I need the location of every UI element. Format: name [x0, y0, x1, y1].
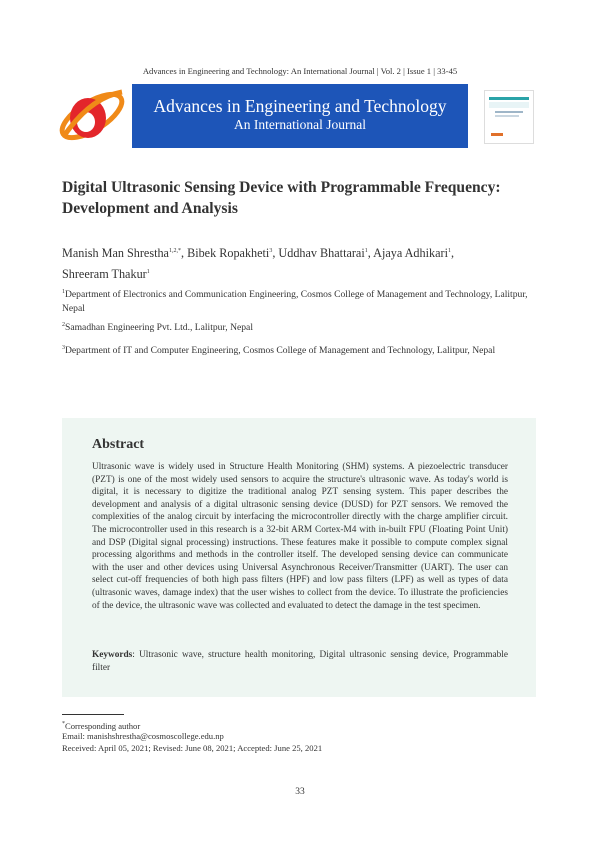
keywords-text: : Ultrasonic wave, structure health monitoring, Digital ultrasonic sensing device, Programmable filter	[92, 650, 508, 673]
footnote-divider	[62, 714, 124, 715]
affiliation: $^3$Department of IT and Computer Engineering, Cosmos College of Management and Technology, Lalitpur, Nepal	[62, 345, 496, 357]
journal-cover-thumbnail-icon	[484, 90, 534, 144]
author-name: Manish Man Shrestha	[62, 246, 169, 261]
corresponding-author-note: *Corresponding author	[62, 720, 141, 731]
abstract-text: Ultrasonic wave is widely used in Structure Health Monitoring (SHM) systems. A piezoelectric transducer (PZT) is one of the most widely used sensors to acquire the structure's ultrasonic wave. As today's world is digital, it is necessary to digitize the traditional analog PZT sensing system. This paper describes the development and analysis of a digital ultrasonic sensing device (DUSD) for PZT sensors. We removed the complexities of the analog circuit by interfacing the microcontroller directly with the charge amplifier circuit. The microcontroller used in this research is a 32-bit ARM Cortex-M4 with in-built FPU (Floating Point Unit) and DSP (Digital signal processing) instructions. These features make it possible to compute complex signal processing algorithms and methods in the controller itself. The developed sensing device can communicate with the user and other devices using Universal Asynchronous Receiver/Transmitter (UART). The user can select cut-off frequencies of both high pass filters (HPF) and low pass filters (LPF) as well as types of data (ultrasonic waves, damage index) that the user wishes to collect from the device. To illustrate the proficiencies of the device, the ultrasonic wave was collected and evaluated to detect the damage in the test specimen.	[92, 462, 508, 611]
journal-logo-icon	[50, 78, 130, 150]
banner-subtitle: An International Journal	[234, 117, 366, 132]
journal-banner	[132, 84, 468, 148]
author-name: Uddhav Bhattarai	[278, 246, 365, 261]
page-number: 33	[295, 787, 305, 797]
banner-title: Advances in Engineering and Technology	[153, 96, 447, 116]
keywords-label: Keywords	[92, 650, 133, 660]
author-list: Manish Man Shrestha$^{1,2,*}$, Bibek Ropakheti$^3$, Uddhav Bhattarai$^1$, Ajaya Adhikari$^1$, Shreeram Thakur$^1$	[62, 246, 454, 282]
running-head: Advances in Engineering and Technology: An International Journal | Vol. 2 | Issue 1 | 33-45	[142, 66, 458, 76]
author-email: Email: manishshrestha@cosmoscollege.edu.np	[62, 731, 224, 741]
abstract-heading: Abstract	[92, 437, 145, 452]
author-name: Shreeram Thakur	[62, 267, 147, 282]
keywords	[92, 649, 508, 674]
submission-dates: Received: April 05, 2021; Revised: June 08, 2021; Accepted: June 25, 2021	[62, 743, 323, 753]
affiliation: $^1$Department of Electronics and Communication Engineering, Cosmos College of Management and Technology, Lalitpur, Nepal	[62, 289, 528, 315]
author-name: Bibek Ropakheti	[187, 246, 270, 261]
affiliation: $^2$Samadhan Engineering Pvt. Ltd., Lalitpur, Nepal	[62, 322, 253, 334]
paper-title: Digital Ultrasonic Sensing Device with Programmable Frequency: Development and Analysis	[62, 179, 501, 217]
author-name: Ajaya Adhikari	[373, 246, 448, 261]
